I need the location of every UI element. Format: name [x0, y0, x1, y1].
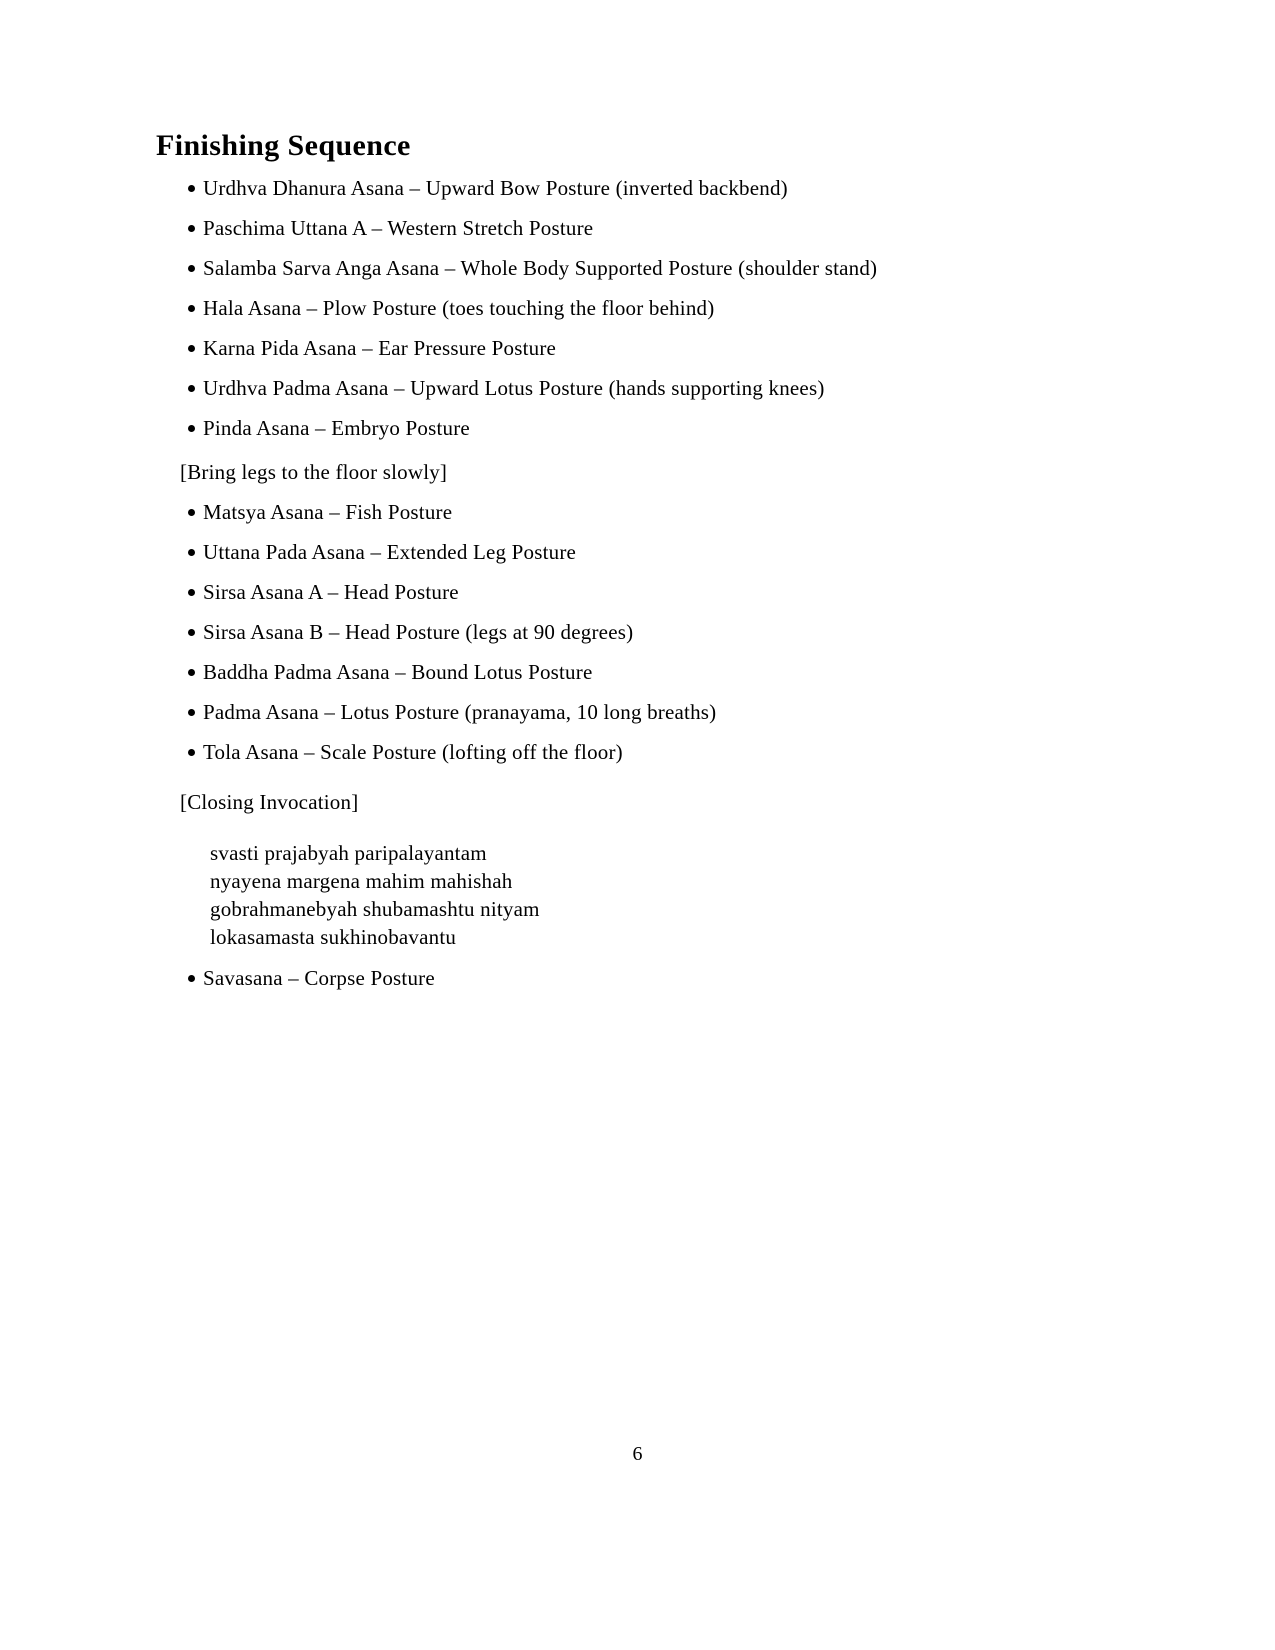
bullet-icon — [188, 265, 195, 272]
list-item — [203, 175, 1215, 201]
bullet-icon — [188, 589, 195, 596]
list-item — [203, 539, 1215, 565]
list-item-text: Salamba Sarva Anga Asana – Whole Body Supported Posture (shoulder stand) — [203, 256, 878, 280]
verse-line: nyayena margena mahim mahishah — [210, 869, 513, 893]
list-item — [203, 295, 1215, 321]
list-item-text: Savasana – Corpse Posture — [203, 966, 435, 990]
posture-list-final — [0, 965, 1275, 991]
list-item — [203, 739, 1215, 765]
bullet-icon — [188, 975, 195, 982]
list-item — [203, 619, 1215, 645]
verse-line: lokasamasta sukhinobavantu — [210, 925, 457, 949]
bullet-icon — [188, 385, 195, 392]
list-item-text: Matsya Asana – Fish Posture — [203, 500, 453, 524]
list-item — [203, 215, 1215, 241]
bullet-icon — [188, 425, 195, 432]
bullet-icon — [188, 669, 195, 676]
bullet-icon — [188, 225, 195, 232]
list-item — [203, 579, 1215, 605]
list-item — [203, 659, 1215, 685]
list-item — [203, 375, 1215, 401]
list-item — [203, 335, 1215, 361]
list-item — [203, 499, 1215, 525]
invocation-verse — [210, 839, 1215, 951]
list-item-text: Hala Asana – Plow Posture (toes touching the floor behind) — [203, 296, 715, 320]
bullet-icon — [188, 345, 195, 352]
list-item-text: Pinda Asana – Embryo Posture — [203, 416, 470, 440]
list-item — [203, 415, 1215, 441]
list-item-text: Padma Asana – Lotus Posture (pranayama, 10 long breaths) — [203, 700, 717, 724]
verse-line: gobrahmanebyah shubamashtu nityam — [210, 897, 540, 921]
bullet-icon — [188, 185, 195, 192]
bullet-icon — [188, 749, 195, 756]
list-item — [203, 255, 1215, 281]
page-title: Finishing Sequence — [156, 129, 411, 162]
list-item-text: Paschima Uttana A – Western Stretch Posture — [203, 216, 594, 240]
note-bring-legs: [Bring legs to the floor slowly] — [180, 460, 448, 484]
bullet-icon — [188, 509, 195, 516]
list-item-text: Urdhva Dhanura Asana – Upward Bow Posture (inverted backbend) — [203, 176, 788, 200]
list-item-text: Sirsa Asana B – Head Posture (legs at 90 degrees) — [203, 620, 634, 644]
list-item — [203, 965, 1215, 991]
list-item-text: Karna Pida Asana – Ear Pressure Posture — [203, 336, 557, 360]
posture-list-before-note — [0, 175, 1275, 441]
bullet-icon — [188, 305, 195, 312]
bullet-icon — [188, 629, 195, 636]
bullet-icon — [188, 709, 195, 716]
note-closing-invocation: [Closing Invocation] — [180, 790, 359, 814]
bullet-icon — [188, 549, 195, 556]
page-number: 6 — [632, 1443, 643, 1465]
posture-list-middle — [0, 499, 1275, 765]
list-item-text: Uttana Pada Asana – Extended Leg Posture — [203, 540, 577, 564]
list-item-text: Baddha Padma Asana – Bound Lotus Posture — [203, 660, 593, 684]
verse-line: svasti prajabyah paripalayantam — [210, 841, 487, 865]
list-item-text: Tola Asana – Scale Posture (lofting off the floor) — [203, 740, 623, 764]
list-item — [203, 699, 1215, 725]
list-item-text: Urdhva Padma Asana – Upward Lotus Posture (hands supporting knees) — [203, 376, 825, 400]
list-item-text: Sirsa Asana A – Head Posture — [203, 580, 459, 604]
